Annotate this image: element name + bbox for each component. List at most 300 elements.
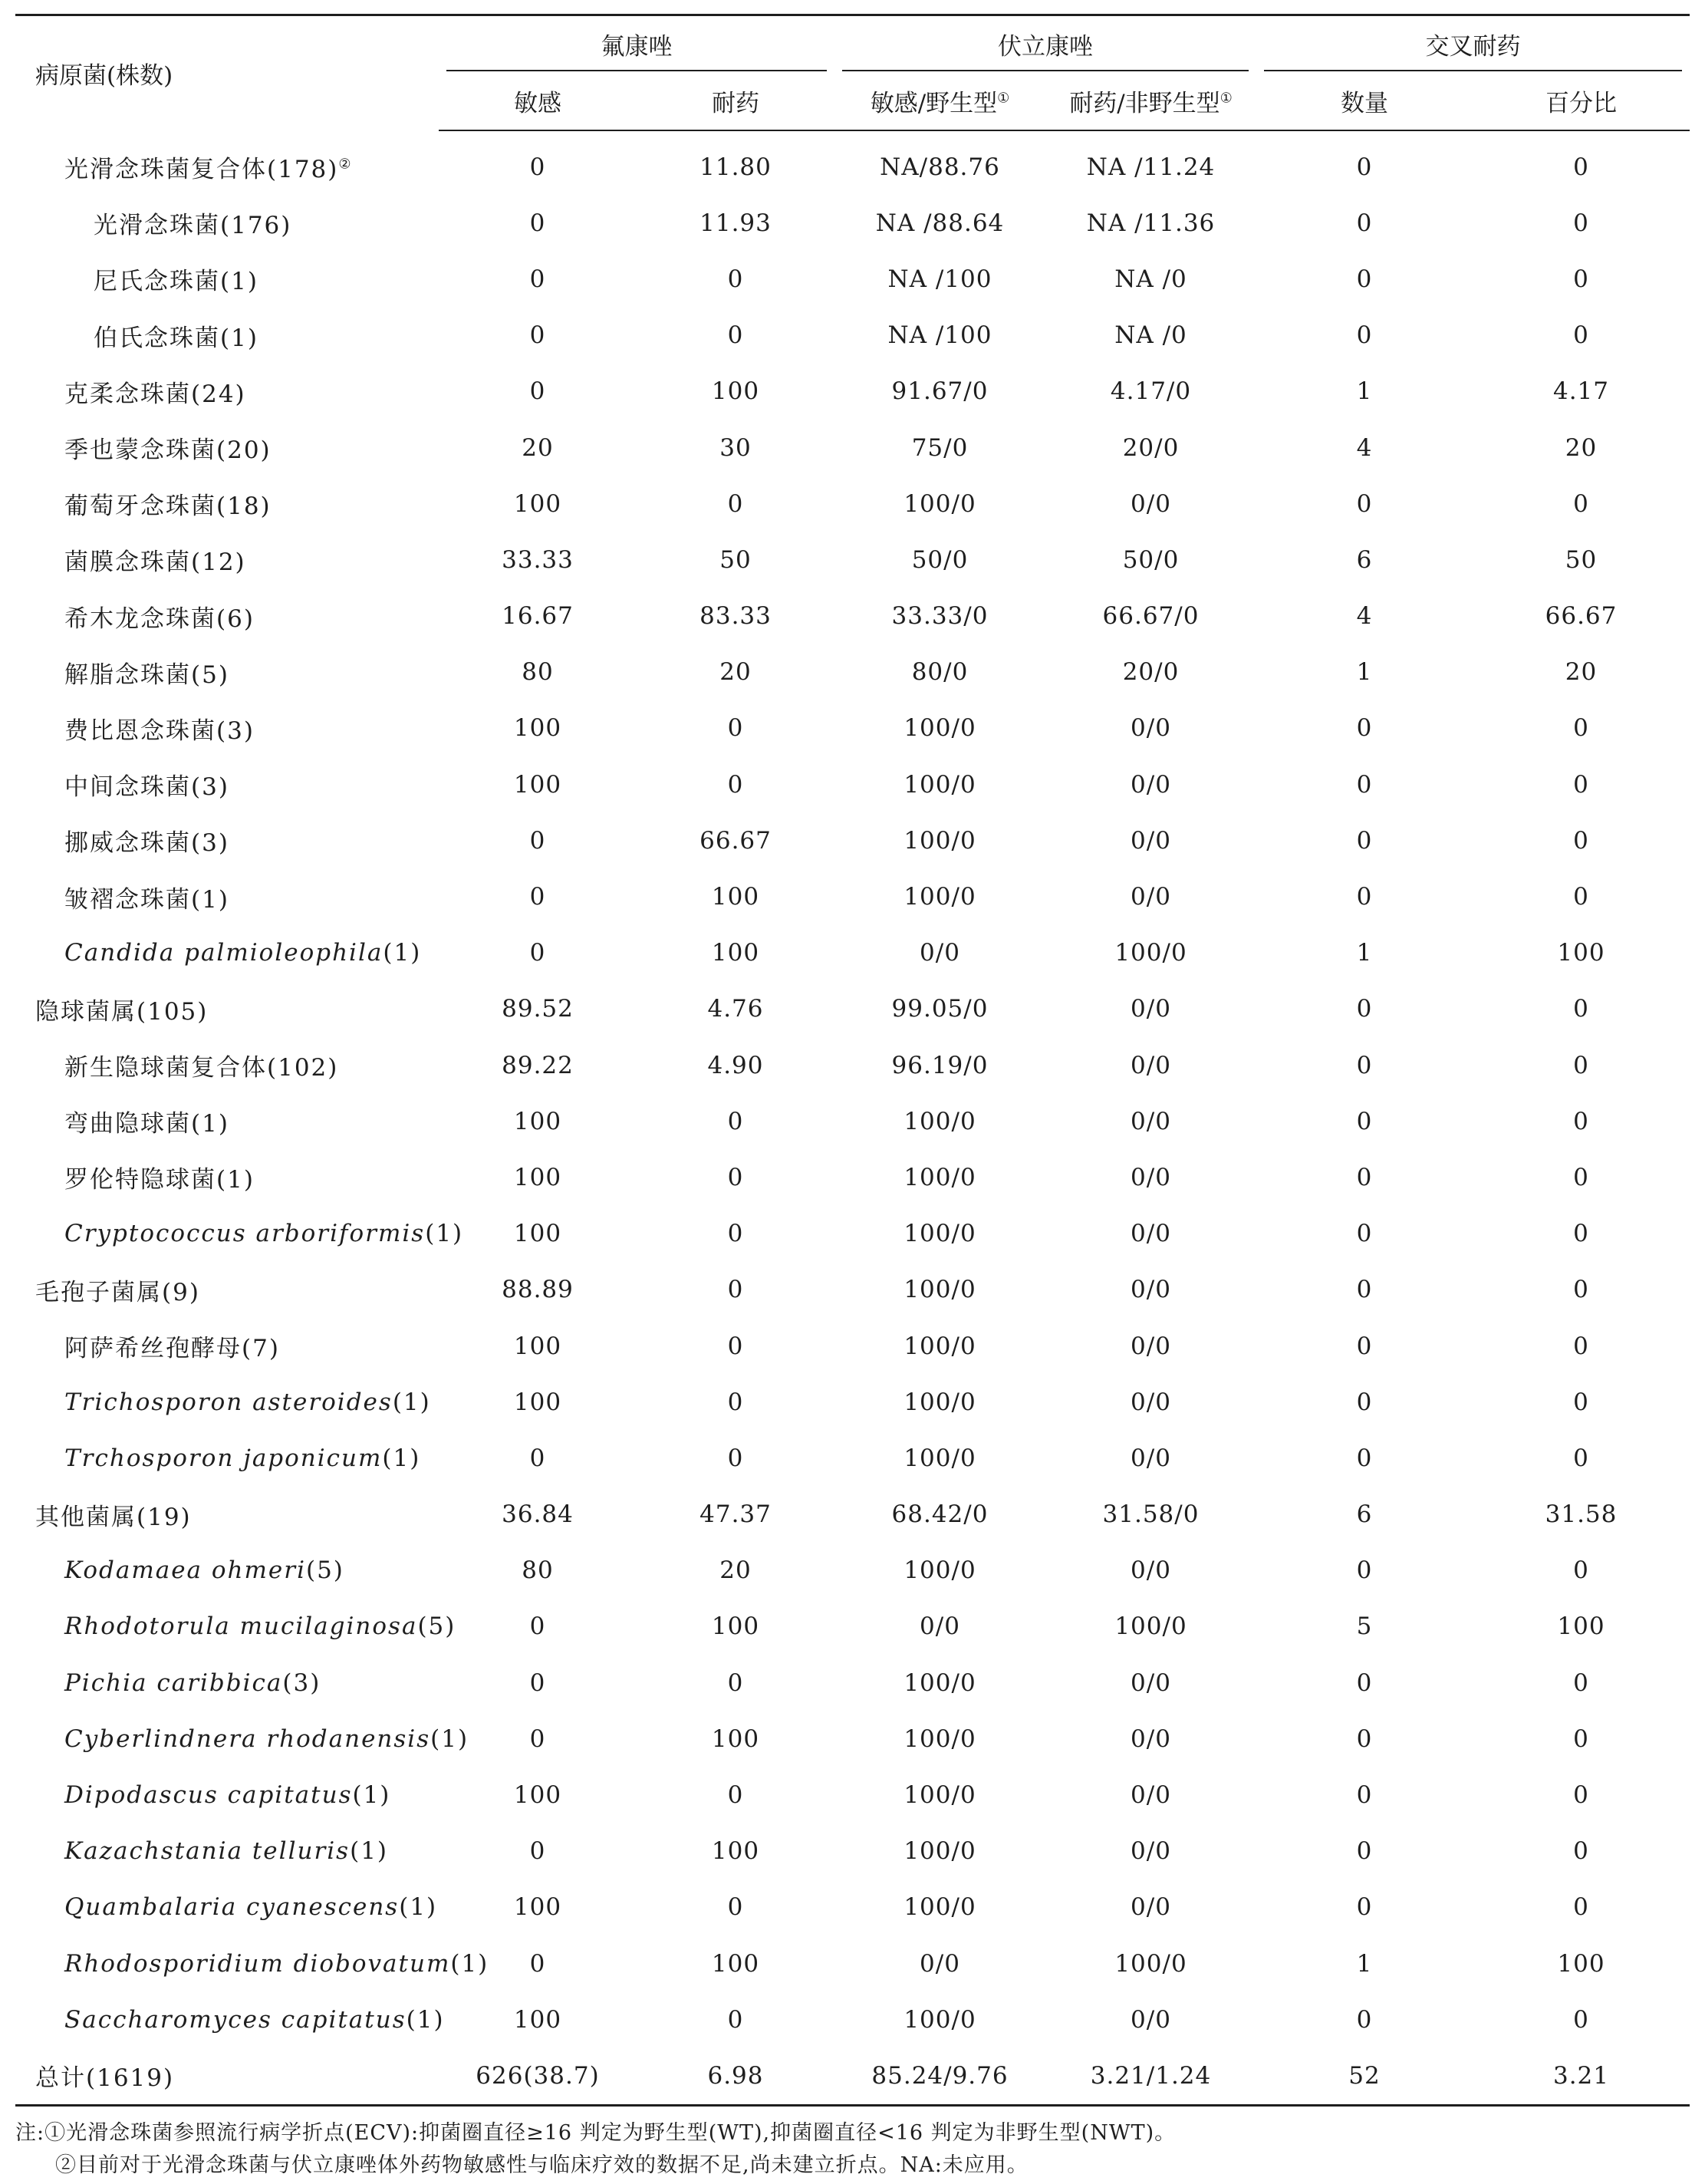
document: [15, 14, 1690, 2182]
pathogen-name: 葡萄牙念珠菌(18): [64, 492, 272, 521]
cross-count-cell: 1: [1356, 658, 1373, 687]
pathogen-name: 菌膜念珠菌(12): [64, 548, 246, 577]
cross-count-cell: 0: [1356, 714, 1373, 743]
flu-susceptible-cell: 0: [529, 153, 546, 181]
cross-percent-cell: 100: [1557, 1612, 1605, 1641]
flu-resistant-cell: 0: [727, 321, 744, 350]
vori-susceptible-cell: NA /88.64: [875, 209, 1005, 237]
pathogen-name-cell: [15, 1767, 439, 1823]
pathogen-name-cell: [15, 1543, 439, 1599]
pathogen-name-cell: [15, 812, 439, 868]
flu-resistant-cell: 47.37: [699, 1500, 772, 1529]
flu-susceptible-cell: 0: [529, 209, 546, 237]
table-row: [15, 420, 1690, 476]
vori-resistant-cell: NA /11.24: [1086, 153, 1216, 181]
cross-count-cell: 0: [1356, 1781, 1373, 1810]
cross-percent-cell: 0: [1573, 1388, 1589, 1416]
pathogen-name-cell: [15, 251, 439, 307]
flu-resistant-cell: 0: [727, 1444, 744, 1472]
vori-resistant-cell: 31.58/0: [1102, 1500, 1200, 1529]
pathogen-name: 光滑念珠菌复合体(178): [64, 155, 339, 183]
pathogen-name: Trchosporon japonicum: [64, 1444, 383, 1472]
col-header-vori-resistant-nwt: 耐药/非野生型①: [1045, 71, 1256, 130]
vori-resistant-cell: 100/0: [1114, 1949, 1187, 1978]
vori-resistant-cell: 0/0: [1131, 1220, 1171, 1248]
pathogen-name-cell: [15, 868, 439, 924]
flu-resistant-cell: 20: [719, 1556, 752, 1585]
strain-count: (1): [430, 1724, 469, 1753]
pathogen-name-cell: [15, 364, 439, 420]
cross-count-cell: 0: [1356, 826, 1373, 855]
vori-resistant-cell: 0/0: [1131, 995, 1171, 1023]
cross-percent-cell: 0: [1573, 714, 1589, 743]
flu-susceptible-cell: 16.67: [502, 602, 574, 631]
strain-count: (1): [352, 1781, 391, 1810]
cross-percent-cell: 66.67: [1545, 602, 1618, 631]
vori-resistant-cell: 0/0: [1131, 2005, 1171, 2034]
vori-resistant-cell: 0/0: [1131, 1668, 1171, 1697]
table-row: [15, 756, 1690, 812]
vori-susceptible-cell: 100/0: [904, 1332, 976, 1360]
strain-count: (1): [392, 1388, 431, 1416]
cross-percent-cell: 100: [1557, 1949, 1605, 1978]
vori-resistant-cell: 0/0: [1131, 826, 1171, 855]
cross-percent-cell: 0: [1573, 321, 1589, 350]
vori-susceptible-cell: 100/0: [904, 1388, 976, 1416]
vori-resistant-cell: 0/0: [1131, 1332, 1171, 1360]
cross-count-cell: 0: [1356, 770, 1373, 799]
flu-resistant-cell: 100: [711, 1724, 760, 1753]
vori-resistant-cell: 0/0: [1131, 1051, 1171, 1079]
cross-count-cell: 0: [1356, 1444, 1373, 1472]
flu-susceptible-cell: 20: [522, 433, 554, 462]
pathogen-column-header: 病原菌(株数): [35, 62, 173, 90]
voriconazole-group-header: 伏立康唑: [834, 15, 1256, 72]
pathogen-name: 解脂念珠菌(5): [64, 660, 229, 689]
vori-resistant-cell: 66.67/0: [1102, 602, 1200, 631]
cross-count-cell: 0: [1356, 1220, 1373, 1248]
pathogen-name: Dipodascus capitatus: [64, 1781, 353, 1810]
vori-resistant-cell: 100/0: [1114, 939, 1187, 967]
pathogen-name-cell: [15, 1711, 469, 1767]
vori-resistant-cell: 0/0: [1131, 883, 1171, 911]
cross-count-cell: 0: [1356, 2005, 1373, 2034]
pathogen-name: 费比恩念珠菌(3): [64, 716, 255, 745]
strain-count: (1): [350, 1837, 389, 1866]
cross-count-cell: 0: [1356, 1893, 1373, 1922]
pathogen-name: 尼氏念珠菌(1): [94, 268, 258, 296]
flu-resistant-cell: 11.93: [699, 209, 772, 237]
table-row: [15, 1037, 1690, 1093]
pathogen-name-cell: [15, 532, 439, 588]
cross-percent-cell: 20: [1565, 433, 1598, 462]
flu-resistant-cell: 0: [727, 265, 744, 293]
vori-susceptible-cell: 100/0: [904, 1893, 976, 1922]
cross-percent-cell: 20: [1565, 658, 1598, 687]
pathogen-name: 季也蒙念珠菌(20): [64, 436, 272, 465]
note-2: ②目前对于光滑念珠菌与伏立康唑体外药物敏感性与临床疗效的数据不足,尚未建立折点。NA:未应用。: [55, 2153, 1029, 2177]
flu-resistant-cell: 100: [711, 1837, 760, 1866]
vori-susceptible-cell: 80/0: [911, 658, 969, 687]
table-row: [15, 1374, 1690, 1430]
footnote-marker: ②: [338, 156, 353, 173]
cross-count-cell: 0: [1356, 883, 1373, 911]
cross-count-cell: 0: [1356, 321, 1373, 350]
table-row: [15, 1711, 1690, 1767]
vori-resistant-cell: 0/0: [1131, 1837, 1171, 1866]
pathogen-name-cell: [15, 1430, 439, 1486]
vori-susceptible-cell: 100/0: [904, 489, 976, 518]
pathogen-name-cell: [15, 476, 439, 532]
cross-percent-cell: 0: [1573, 209, 1589, 237]
flu-resistant-cell: 0: [727, 489, 744, 518]
flu-resistant-cell: 100: [711, 939, 760, 967]
col-header-flu-resistant: 耐药: [637, 71, 834, 130]
pathogen-name-cell: [15, 420, 439, 476]
pathogen-name-cell: [15, 1037, 439, 1093]
cross-percent-cell: 0: [1573, 1051, 1589, 1079]
strain-count: (1): [406, 2005, 445, 2034]
pathogen-name: 罗伦特隐球菌(1): [64, 1166, 255, 1194]
vori-susceptible-cell: 50/0: [911, 545, 969, 574]
flu-resistant-cell: 0: [727, 1781, 744, 1810]
vori-susceptible-cell: NA/88.76: [880, 153, 1000, 181]
flu-susceptible-cell: 0: [529, 939, 546, 967]
cross-count-cell: 1: [1356, 939, 1373, 967]
vori-resistant-cell: 0/0: [1131, 714, 1171, 743]
flu-susceptible-cell: 100: [513, 1163, 562, 1191]
pathogen-name: 总计(1619): [35, 2064, 175, 2093]
flu-resistant-cell: 0: [727, 1276, 744, 1304]
flu-susceptible-cell: 0: [529, 1949, 546, 1978]
cross-count-cell: 0: [1356, 1388, 1373, 1416]
vori-resistant-cell: 3.21/1.24: [1090, 2061, 1212, 2090]
table-row: [15, 1206, 1690, 1262]
table-row: [15, 644, 1690, 700]
flu-susceptible-cell: 0: [529, 826, 546, 855]
flu-resistant-cell: 66.67: [699, 826, 772, 855]
pathogen-name-cell: [15, 1599, 456, 1655]
flu-resistant-cell: 0: [727, 1332, 744, 1360]
vori-susceptible-cell: 100/0: [904, 826, 976, 855]
vori-susceptible-cell: 100/0: [904, 1107, 976, 1135]
cross-count-cell: 1: [1356, 1949, 1373, 1978]
pathogen-name: 伯氏念珠菌(1): [94, 324, 258, 352]
cross-percent-cell: 0: [1573, 2005, 1589, 2034]
flu-susceptible-cell: 0: [529, 1837, 546, 1866]
table-row: [15, 195, 1690, 251]
cross-count-cell: 0: [1356, 153, 1373, 181]
cross-percent-cell: 0: [1573, 1668, 1589, 1697]
flu-resistant-cell: 0: [727, 1220, 744, 1248]
flu-resistant-cell: 100: [711, 377, 760, 406]
pathogen-name-cell: [15, 1487, 439, 1543]
pathogen-name: 新生隐球菌复合体(102): [64, 1054, 339, 1082]
table-row: [15, 130, 1690, 195]
table-row: [15, 1767, 1690, 1823]
cross-percent-cell: 0: [1573, 1837, 1589, 1866]
cross-percent-cell: 0: [1573, 489, 1589, 518]
vori-resistant-cell: 4.17/0: [1110, 377, 1192, 406]
flu-resistant-cell: 0: [727, 1388, 744, 1416]
vori-susceptible-cell: NA /100: [887, 321, 992, 350]
cross-percent-cell: 0: [1573, 1444, 1589, 1472]
flu-resistant-cell: 30: [719, 433, 752, 462]
cross-percent-cell: 0: [1573, 1220, 1589, 1248]
vori-resistant-cell: 20/0: [1122, 658, 1180, 687]
flu-susceptible-cell: 100: [513, 770, 562, 799]
cross-percent-cell: 0: [1573, 826, 1589, 855]
vori-susceptible-cell: 85.24/9.76: [871, 2061, 1009, 2090]
table-row: [15, 2047, 1690, 2105]
cross-percent-cell: 0: [1573, 1107, 1589, 1135]
vori-susceptible-cell: 91.67/0: [891, 377, 989, 406]
cross-count-cell: 0: [1356, 1724, 1373, 1753]
strain-count: (1): [382, 1444, 421, 1472]
table-row: [15, 1430, 1690, 1486]
flu-resistant-cell: 20: [719, 658, 752, 687]
pathogen-name-cell: [15, 308, 439, 364]
col-header-cross-count: 数量: [1256, 71, 1473, 130]
vori-susceptible-cell: 0/0: [920, 939, 960, 967]
pathogen-name-cell: [15, 1655, 439, 1711]
vori-susceptible-cell: 100/0: [904, 1444, 976, 1472]
flu-susceptible-cell: 0: [529, 1668, 546, 1697]
pathogen-name-cell: [15, 130, 439, 195]
pathogen-name: 希木龙念珠菌(6): [64, 604, 255, 633]
pathogen-name: Quambalaria cyanescens: [64, 1893, 400, 1922]
vori-susceptible-cell: 100/0: [904, 1781, 976, 1810]
flu-susceptible-cell: 0: [529, 883, 546, 911]
cross-count-cell: 4: [1356, 433, 1373, 462]
cross-percent-cell: 31.58: [1545, 1500, 1618, 1529]
cross-count-cell: 0: [1356, 1276, 1373, 1304]
pathogen-name-cell: [15, 644, 439, 700]
flu-susceptible-cell: 100: [513, 1332, 562, 1360]
flu-resistant-cell: 100: [711, 883, 760, 911]
pathogen-name: Cyberlindnera rhodanensis: [64, 1724, 431, 1753]
pathogen-name: Saccharomyces capitatus: [64, 2005, 407, 2034]
flu-resistant-cell: 100: [711, 1949, 760, 1978]
cross-percent-cell: 0: [1573, 1556, 1589, 1585]
cross-count-cell: 0: [1356, 1051, 1373, 1079]
table-row: [15, 308, 1690, 364]
table-row: [15, 868, 1690, 924]
table-row: [15, 1879, 1690, 1935]
table-row: [15, 1655, 1690, 1711]
vori-resistant-cell: NA /0: [1114, 321, 1187, 350]
flu-susceptible-cell: 89.22: [502, 1051, 574, 1079]
flu-susceptible-cell: 80: [522, 1556, 554, 1585]
pathogen-name-cell: [15, 1206, 464, 1262]
pathogen-name-cell: [15, 756, 439, 812]
vori-susceptible-cell: 100/0: [904, 1163, 976, 1191]
flu-susceptible-cell: 0: [529, 1612, 546, 1641]
flu-susceptible-cell: 100: [513, 1893, 562, 1922]
flu-susceptible-cell: 100: [513, 1220, 562, 1248]
footnote-marker: ①: [997, 90, 1010, 107]
flu-resistant-cell: 0: [727, 1163, 744, 1191]
table-row: [15, 1543, 1690, 1599]
pathogen-name-cell: [15, 195, 439, 251]
flu-susceptible-cell: 100: [513, 2005, 562, 2034]
flu-resistant-cell: 0: [727, 2005, 744, 2034]
strain-count: (1): [399, 1893, 438, 1922]
table-row: [15, 1935, 1690, 1991]
cross-percent-cell: 0: [1573, 883, 1589, 911]
vori-susceptible-cell: 0/0: [920, 1612, 960, 1641]
cross-count-cell: 4: [1356, 602, 1373, 631]
pathogen-name: 光滑念珠菌(176): [94, 212, 292, 240]
cross-count-cell: 0: [1356, 1332, 1373, 1360]
cross-count-cell: 0: [1356, 489, 1373, 518]
cross-percent-cell: 0: [1573, 153, 1589, 181]
cross-count-cell: 0: [1356, 265, 1373, 293]
cross-percent-cell: 0: [1573, 265, 1589, 293]
vori-resistant-cell: 0/0: [1131, 1724, 1171, 1753]
cross-percent-cell: 0: [1573, 1724, 1589, 1753]
vori-susceptible-cell: 33.33/0: [891, 602, 989, 631]
flu-resistant-cell: 11.80: [699, 153, 772, 181]
pathogen-name: Kodamaea ohmeri: [64, 1556, 306, 1585]
pathogen-name: Pichia caribbica: [64, 1668, 283, 1697]
vori-resistant-cell: 0/0: [1131, 1556, 1171, 1585]
flu-resistant-cell: 83.33: [699, 602, 772, 631]
fluconazole-group-header: 氟康唑: [439, 15, 834, 72]
flu-resistant-cell: 50: [719, 545, 752, 574]
table-row: [15, 925, 1690, 981]
pathogen-name: Rhodosporidium diobovatum: [64, 1949, 451, 1978]
vori-susceptible-cell: 100/0: [904, 1724, 976, 1753]
flu-susceptible-cell: 0: [529, 265, 546, 293]
table-notes: [15, 2117, 1690, 2182]
pathogen-name-cell: [15, 1149, 439, 1205]
vori-resistant-cell: 0/0: [1131, 1163, 1171, 1191]
pathogen-name-cell: [15, 1935, 489, 1991]
flu-susceptible-cell: 626(38.7): [476, 2061, 600, 2090]
pathogen-name: Cryptococcus arboriformis: [64, 1220, 426, 1248]
flu-resistant-cell: 0: [727, 1893, 744, 1922]
table-body: [15, 130, 1690, 2105]
pathogen-name: 隐球菌属(105): [35, 997, 209, 1026]
flu-resistant-cell: 6.98: [707, 2061, 764, 2090]
pathogen-name-cell: [15, 981, 439, 1037]
vori-susceptible-cell: 100/0: [904, 770, 976, 799]
cross-percent-cell: 0: [1573, 1332, 1589, 1360]
note-1: 注:①光滑念珠菌参照流行病学折点(ECV):抑菌圈直径≥16 判定为野生型(WT),抑菌圈直径<16 判定为非野生型(NWT)。: [15, 2120, 1177, 2145]
cross-percent-cell: 0: [1573, 995, 1589, 1023]
cross-count-cell: 52: [1348, 2061, 1381, 2090]
table-row: [15, 1487, 1690, 1543]
flu-susceptible-cell: 100: [513, 489, 562, 518]
cross-count-cell: 0: [1356, 1837, 1373, 1866]
vori-susceptible-cell: 100/0: [904, 1556, 976, 1585]
cross-count-cell: 0: [1356, 1668, 1373, 1697]
flu-susceptible-cell: 33.33: [502, 545, 574, 574]
pathogen-name-cell: [15, 2047, 439, 2105]
flu-susceptible-cell: 89.52: [502, 995, 574, 1023]
cross-count-cell: 0: [1356, 1556, 1373, 1585]
strain-count: (1): [450, 1949, 489, 1978]
vori-resistant-cell: 50/0: [1122, 545, 1180, 574]
vori-resistant-cell: NA /0: [1114, 265, 1187, 293]
pathogen-name-cell: [15, 1374, 439, 1430]
table-row: [15, 1318, 1690, 1374]
cross-percent-cell: 0: [1573, 1276, 1589, 1304]
cross-percent-cell: 0: [1573, 1781, 1589, 1810]
cross-percent-cell: 4.17: [1552, 377, 1610, 406]
pathogen-name: 弯曲隐球菌(1): [64, 1110, 229, 1138]
table-row: [15, 1823, 1690, 1879]
flu-resistant-cell: 0: [727, 714, 744, 743]
flu-susceptible-cell: 0: [529, 321, 546, 350]
flu-susceptible-cell: 100: [513, 1107, 562, 1135]
pathogen-name: Candida palmioleophila: [64, 939, 383, 967]
pathogen-name-cell: [15, 1823, 439, 1879]
pathogen-name-cell: [15, 925, 439, 981]
col-header-flu-susceptible: 敏感: [439, 71, 637, 130]
flu-resistant-cell: 100: [711, 1612, 760, 1641]
vori-resistant-cell: NA /11.36: [1086, 209, 1216, 237]
table-row: [15, 1599, 1690, 1655]
table-row: [15, 364, 1690, 420]
pathogen-name-cell: [15, 1318, 439, 1374]
vori-susceptible-cell: 100/0: [904, 714, 976, 743]
table-row: [15, 1262, 1690, 1318]
flu-resistant-cell: 0: [727, 770, 744, 799]
vori-susceptible-cell: 100/0: [904, 883, 976, 911]
table-row: [15, 476, 1690, 532]
pathogen-name: 中间念珠菌(3): [64, 773, 229, 802]
vori-susceptible-cell: 96.19/0: [891, 1051, 989, 1079]
col-header-cross-percent: 百分比: [1473, 71, 1690, 130]
flu-susceptible-cell: 80: [522, 658, 554, 687]
pathogen-name: 克柔念珠菌(24): [64, 380, 246, 408]
flu-susceptible-cell: 100: [513, 714, 562, 743]
flu-resistant-cell: 0: [727, 1668, 744, 1697]
strain-count: (5): [305, 1556, 344, 1585]
table-row: [15, 532, 1690, 588]
flu-susceptible-cell: 88.89: [502, 1276, 574, 1304]
strain-count: (5): [417, 1612, 456, 1641]
cross-count-cell: 0: [1356, 1107, 1373, 1135]
strain-count: (3): [282, 1668, 321, 1697]
vori-susceptible-cell: 100/0: [904, 2005, 976, 2034]
flu-susceptible-cell: 36.84: [502, 1500, 574, 1529]
pathogen-name: 其他菌属(19): [35, 1503, 192, 1531]
strain-count: (1): [383, 939, 422, 967]
table-row: [15, 981, 1690, 1037]
table-row: [15, 1093, 1690, 1149]
table-row: [15, 812, 1690, 868]
cross-percent-cell: 0: [1573, 1893, 1589, 1922]
vori-susceptible-cell: 0/0: [920, 1949, 960, 1978]
footnote-marker: ①: [1220, 90, 1233, 107]
pathogen-name: Rhodotorula mucilaginosa: [64, 1612, 418, 1641]
cross-count-cell: 5: [1356, 1612, 1373, 1641]
flu-resistant-cell: 4.76: [707, 995, 764, 1023]
cross-percent-cell: 3.21: [1552, 2061, 1610, 2090]
table-row: [15, 1991, 1690, 2047]
vori-resistant-cell: 0/0: [1131, 1781, 1171, 1810]
cross-count-cell: 1: [1356, 377, 1373, 406]
vori-resistant-cell: 100/0: [1114, 1612, 1187, 1641]
susceptibility-table: [15, 14, 1690, 2107]
cross-count-cell: 0: [1356, 209, 1373, 237]
table-row: [15, 588, 1690, 644]
cross-percent-cell: 0: [1573, 1163, 1589, 1191]
pathogen-name: 阿萨希丝孢酵母(7): [64, 1335, 280, 1363]
